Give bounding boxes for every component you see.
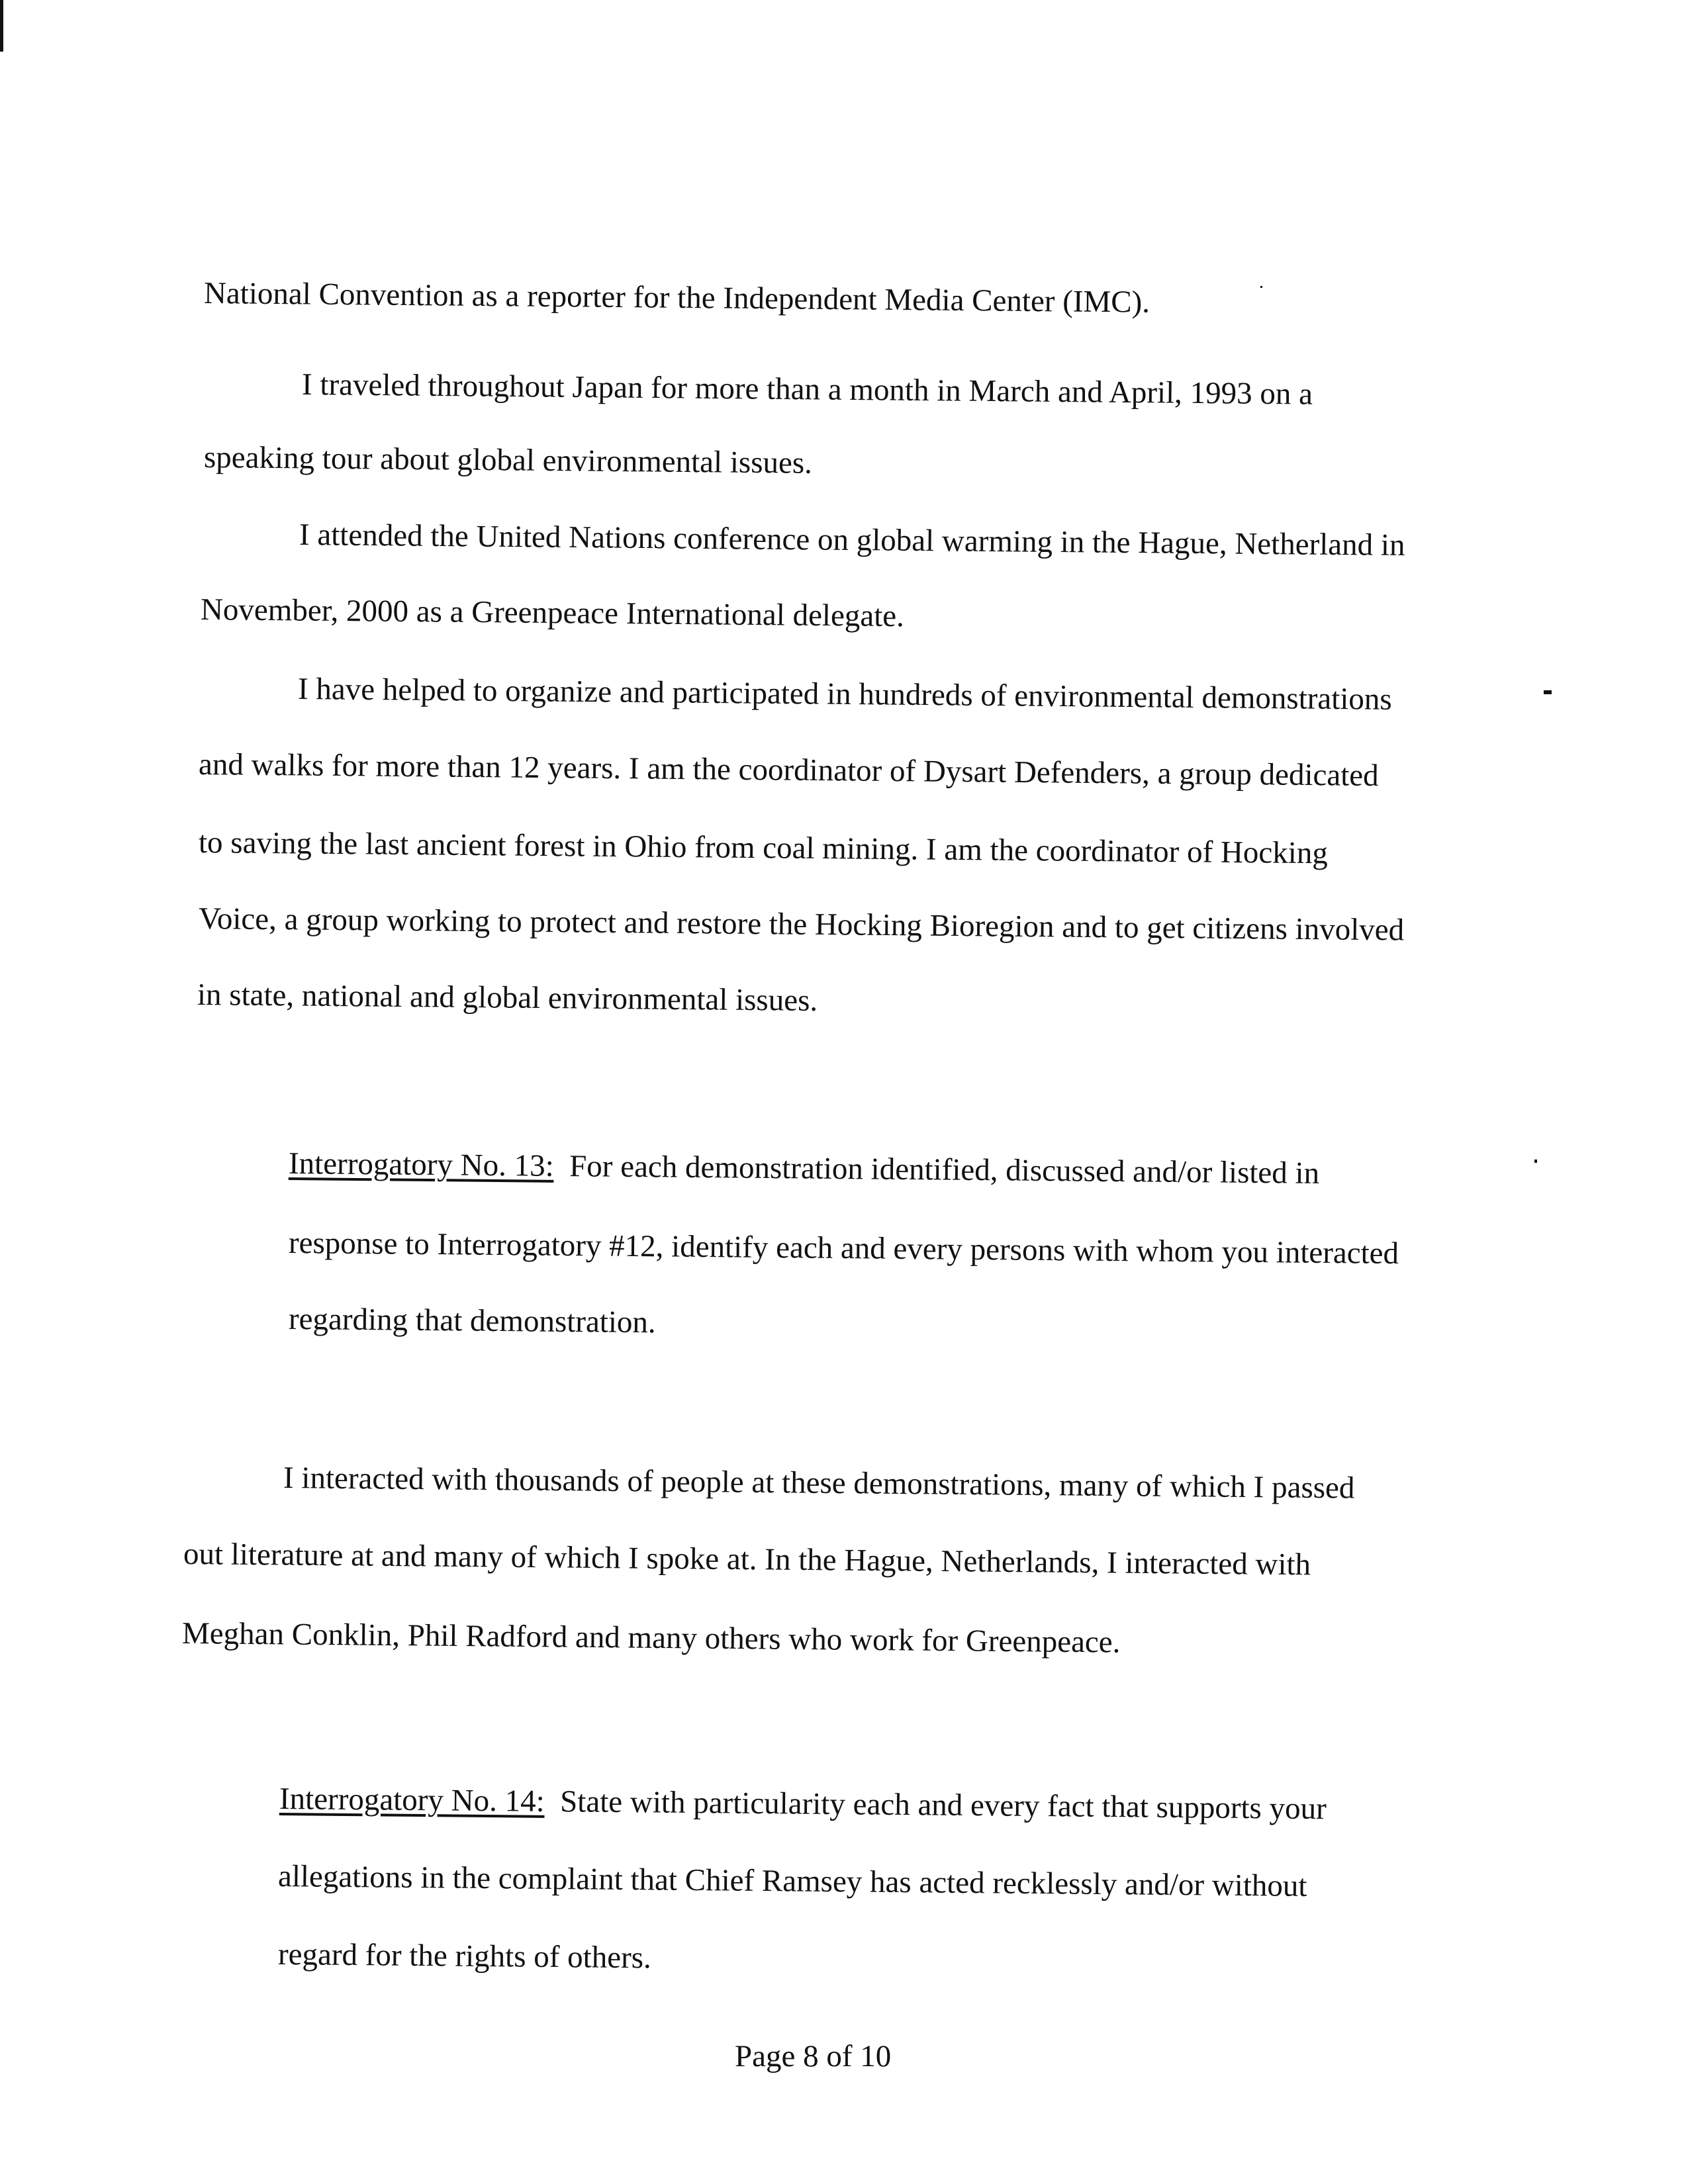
interrogatory-14-text: State with particularity each and every fact that supports your	[559, 1784, 1327, 1827]
paragraph-line: and walks for more than 12 years. I am the coordinator of Dysart Defenders, a group dedicated	[198, 747, 1379, 794]
interrogatory-13-label: Interrogatory No. 13:	[288, 1146, 554, 1183]
answer-line: out literature at and many of which I spoke at. In the Hague, Netherlands, I interacted with	[183, 1537, 1311, 1582]
paragraph-line: Voice, a group working to protect and restore the Hocking Bioregion and to get citizens involved	[198, 901, 1405, 948]
paragraph-line: I traveled throughout Japan for more than a month in March and April, 1993 on a	[301, 367, 1313, 412]
paragraph-line: speaking tour about global environmental issues.	[203, 440, 813, 480]
interrogatory-14-line	[279, 1784, 1327, 1825]
scan-edge-mark	[0, 0, 3, 52]
interrogatory-13-text: For each demonstration identified, discussed and/or listed in	[569, 1149, 1320, 1191]
interrogatory-line: regarding that demonstration.	[288, 1302, 656, 1340]
scan-speck	[1544, 690, 1552, 694]
scan-speck	[1260, 286, 1262, 288]
answer-line: Meghan Conklin, Phil Radford and many others who work for Greenpeace.	[181, 1616, 1121, 1660]
interrogatory-line: allegations in the complaint that Chief Ramsey has acted recklessly and/or without	[277, 1859, 1307, 1903]
paragraph-line: in state, national and global environmental issues.	[197, 978, 818, 1018]
interrogatory-line: regard for the rights of others.	[277, 1937, 652, 1976]
paragraph-line: I attended the United Nations conference on global warming in the Hague, Netherland in	[299, 518, 1405, 563]
interrogatory-14-label: Interrogatory No. 14:	[279, 1782, 545, 1819]
paragraph-line: I have helped to organize and participated in hundreds of environmental demonstrations	[297, 672, 1392, 717]
answer-line: I interacted with thousands of people at these demonstrations, many of which I passed	[283, 1461, 1355, 1506]
scan-speck	[1534, 1160, 1537, 1163]
page-number: Page 8 of 10	[735, 2039, 892, 2073]
paragraph-line: November, 2000 as a Greenpeace International delegate.	[200, 592, 905, 634]
paragraph-line: to saving the last ancient forest in Ohio from coal mining. I am the coordinator of Hocking	[198, 825, 1329, 871]
interrogatory-13-line	[289, 1148, 1320, 1189]
paragraph-line: National Convention as a reporter for the Independent Media Center (IMC).	[203, 276, 1150, 320]
interrogatory-line: response to Interrogatory #12, identify each and every persons with whom you interacted	[288, 1226, 1399, 1271]
